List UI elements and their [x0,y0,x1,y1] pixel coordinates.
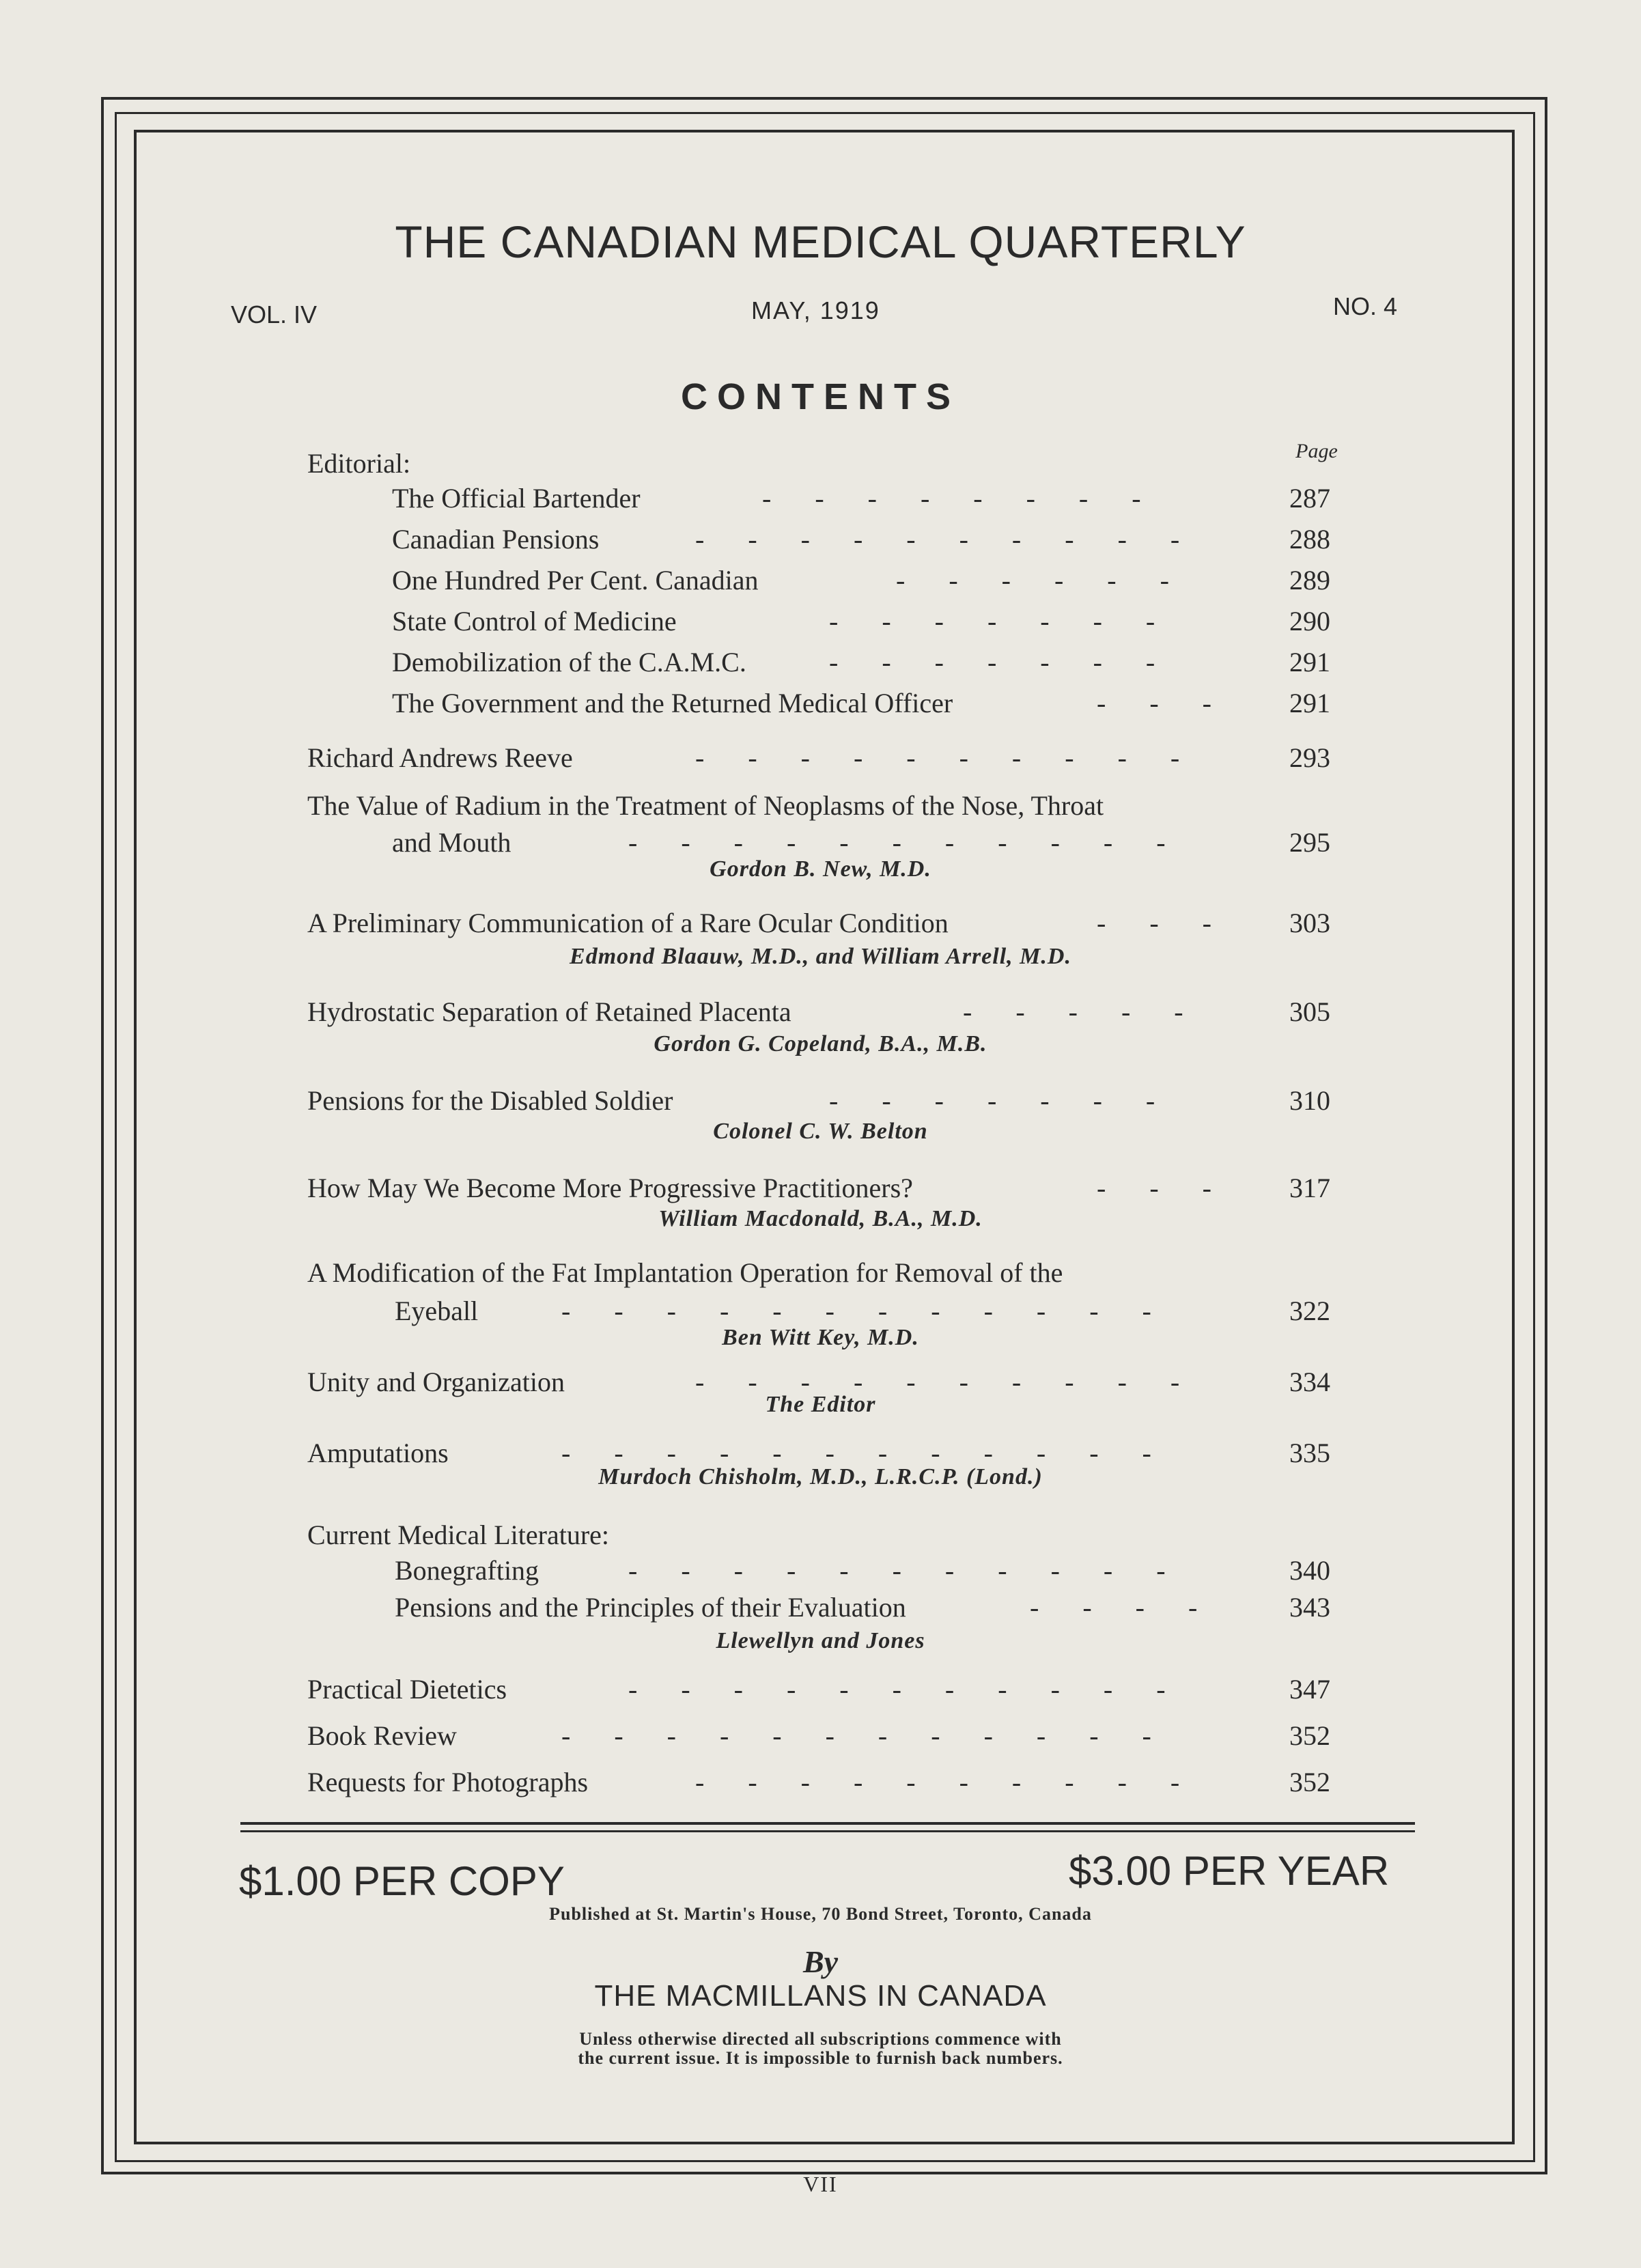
toc-entry [0,1257,1641,1298]
leader-dots: - - - - - - - [829,1085,1174,1116]
entry-page: 310 [1289,1085,1330,1116]
entry-title: How May We Become More Progressive Practitioners? [307,1173,913,1203]
entry-title-cont: and Mouth [392,827,511,858]
entry-author: William Macdonald, B.A., M.D. [658,1206,983,1231]
leader-dots: - - - - - - - - - - [695,742,1198,773]
entry-page: 289 [1289,565,1330,596]
entry-title: The Official Bartender [392,483,641,514]
toc-entry [0,687,1641,728]
publication-address: Published at St. Martin's House, 70 Bond Street, Toronto, Canada [549,1904,1092,1924]
entry-title: Canadian Pensions [392,524,600,555]
page-column-header: Page [1295,440,1338,462]
publisher-name: THE MACMILLANS IN CANADA [594,1979,1047,2013]
leader-dots: - - - - - [963,996,1202,1027]
entry-author: Llewellyn and Jones [716,1628,925,1653]
editorial-heading: Editorial: [307,448,411,479]
issue-number: NO. 4 [1333,292,1398,320]
entry-page: 340 [1289,1555,1330,1586]
literature-heading: Current Medical Literature: [307,1520,610,1550]
entry-page: 287 [1289,483,1330,514]
toc-entry [0,1720,1641,1761]
entry-title: A Preliminary Communication of a Rare Ocular Condition [307,908,949,938]
toc-entry [0,646,1641,687]
entry-page: 303 [1289,908,1330,938]
entry-title: One Hundred Per Cent. Canadian [392,565,759,596]
entry-author: Colonel C. W. Belton [713,1119,928,1144]
toc-entry [0,742,1641,783]
leader-dots: - - - - [1030,1592,1216,1623]
leader-dots: - - - - - - - - [762,483,1160,514]
entry-author: Gordon G. Copeland, B.A., M.B. [654,1031,987,1056]
entry-page: 291 [1289,647,1330,677]
toc-entry [0,996,1641,1037]
leader-dots: - - - - - - - [829,647,1174,677]
entry-author: The Editor [765,1392,876,1417]
leader-dots: - - - - - - - - - - [695,1767,1198,1797]
entry-page: 293 [1289,742,1330,773]
entry-title: Demobilization of the C.A.M.C. [392,647,746,677]
entry-title: Unity and Organization [307,1367,565,1397]
toc-entry [0,1554,1641,1595]
price-per-year: $3.00 PER YEAR [1069,1848,1390,1894]
entry-title-cont: Eyeball [395,1296,479,1326]
page-folio: VII [803,2172,838,2196]
entry-page: 334 [1289,1367,1330,1397]
leader-dots: - - - [1097,688,1230,718]
entry-title: Amputations [307,1438,449,1468]
entry-page: 343 [1289,1592,1330,1623]
entry-title: Requests for Photographs [307,1767,589,1797]
entry-page: 352 [1289,1720,1330,1751]
entry-author: Murdoch Chisholm, M.D., L.R.C.P. (Lond.) [598,1464,1043,1489]
footer-rule-top [240,1822,1415,1825]
toc-entry [0,482,1641,523]
by-label: By [802,1944,839,1979]
literature-heading-row [0,1519,1641,1560]
toc-entry [0,1766,1641,1807]
toc-entry [0,1591,1641,1632]
leader-dots: - - - - - - - - - - - [628,1674,1184,1705]
entry-page: 291 [1289,688,1330,718]
toc-entry [0,605,1641,646]
toc-entry [0,564,1641,605]
leader-dots: - - - - - - - - - - [695,524,1198,555]
entry-title: Book Review [307,1720,457,1751]
entry-author: Ben Witt Key, M.D. [722,1325,919,1350]
leader-dots: - - - - - - - - - - - - [561,1438,1170,1468]
entry-page: 317 [1289,1173,1330,1203]
leader-dots: - - - - - - - - - - - - [561,1296,1170,1326]
entry-page: 290 [1289,606,1330,636]
issue-date: MAY, 1919 [751,296,880,324]
entry-page: 347 [1289,1674,1330,1705]
entry-title: Pensions for the Disabled Soldier [307,1085,673,1116]
entry-title: Richard Andrews Reeve [307,742,573,773]
entry-title: A Modification of the Fat Implantation Operation for Removal of the [307,1257,1063,1288]
leader-dots: - - - - - - - - - - - - [561,1720,1170,1751]
subscription-note-line2: the current issue. It is impossible to furnish back numbers. [578,2048,1063,2068]
leader-dots: - - - - - - - [829,606,1174,636]
entry-title: Hydrostatic Separation of Retained Placenta [307,996,791,1027]
entry-title: Bonegrafting [395,1555,539,1586]
subscription-note-line1: Unless otherwise directed all subscriptions commence with [579,2029,1062,2049]
toc-entry [0,1673,1641,1714]
leader-dots: - - - - - - - - - - [695,1367,1198,1397]
toc-entry [0,907,1641,948]
toc-entry [0,523,1641,564]
entry-page: 295 [1289,827,1330,858]
volume-label: VOL. IV [231,300,318,328]
entry-title: The Value of Radium in the Treatment of Neoplasms of the Nose, Throat [307,790,1104,821]
entry-page: 305 [1289,996,1330,1027]
entry-page: 352 [1289,1767,1330,1797]
footer-rule-bottom [240,1830,1415,1832]
entry-page: 288 [1289,524,1330,555]
entry-author: Edmond Blaauw, M.D., and William Arrell, M.D. [570,944,1071,969]
leader-dots: - - - - - - - - - - - [628,1555,1184,1586]
journal-title: THE CANADIAN MEDICAL QUARTERLY [395,216,1246,267]
entry-page: 335 [1289,1438,1330,1468]
leader-dots: - - - - - - - - - - - [628,827,1184,858]
price-per-copy: $1.00 PER COPY [239,1858,565,1904]
leader-dots: - - - - - - [896,565,1188,596]
leader-dots: - - - [1097,908,1230,938]
entry-title: Pensions and the Principles of their Evaluation [395,1592,906,1623]
contents-heading: CONTENTS [681,376,960,417]
toc-entry [0,789,1641,830]
entry-author: Gordon B. New, M.D. [710,856,931,882]
entry-title: State Control of Medicine [392,606,677,636]
leader-dots: - - - [1097,1173,1230,1203]
entry-title: The Government and the Returned Medical Officer [392,688,953,718]
entry-page: 322 [1289,1296,1330,1326]
subscription-note [0,2030,1641,2068]
entry-title: Practical Dietetics [307,1674,507,1705]
